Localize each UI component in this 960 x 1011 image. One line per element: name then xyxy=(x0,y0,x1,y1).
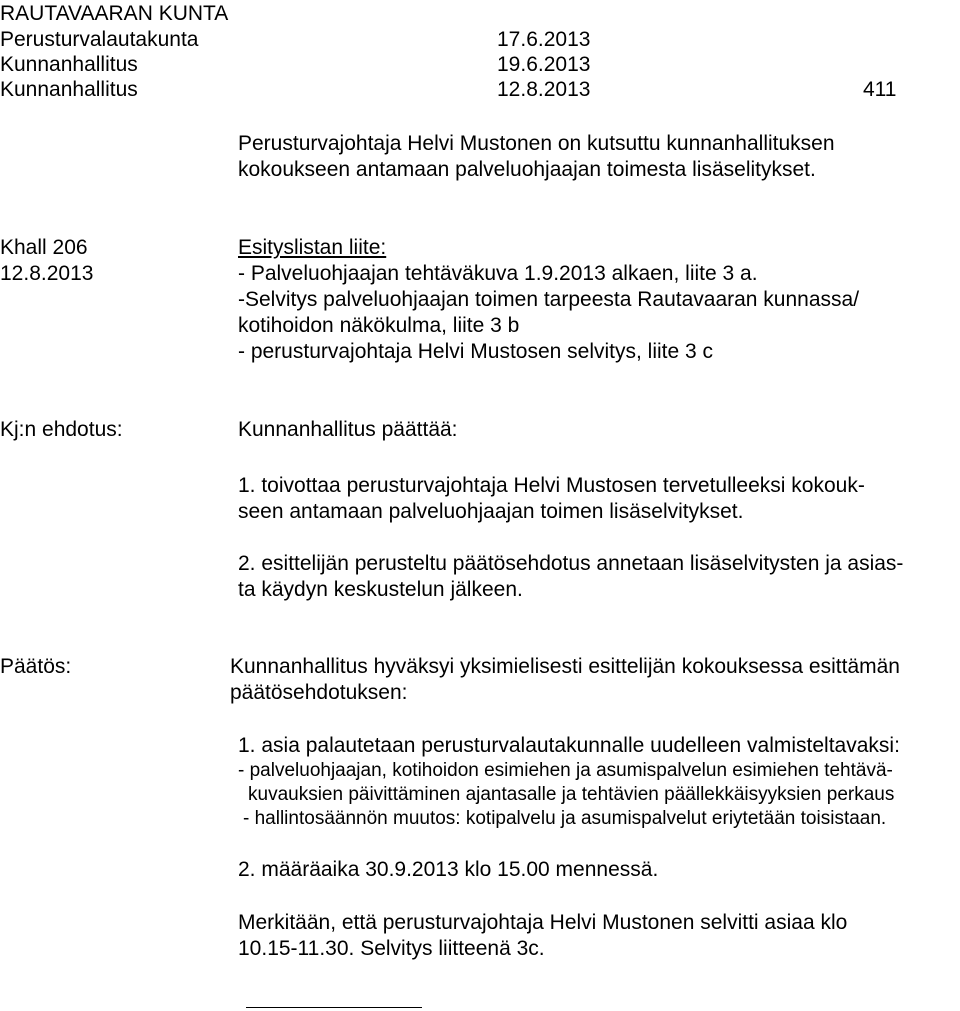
decision-lead-line-2: päätösehdotuksen: xyxy=(230,681,408,704)
decision-subitem-2: kuvauksien päivittäminen ajantasalle ja tehtävien päällekkäisyyksien perkaus xyxy=(248,784,895,805)
signature-line xyxy=(246,1007,422,1008)
meeting-date-2: 19.6.2013 xyxy=(497,53,591,76)
proposal-label: Kj:n ehdotus: xyxy=(0,418,123,441)
proposal-item-2-line-1: 2. esittelijän perusteltu päätösehdotus annetaan lisäselvitysten ja asias- xyxy=(238,552,904,575)
intro-line-2: kokoukseen antamaan palveluohjaajan toimesta lisäselitykset. xyxy=(238,158,816,181)
decision-lead-line-1: Kunnanhallitus hyväksyi yksimielisesti esittelijän kokouksessa esittämän xyxy=(230,655,900,678)
khall-label: Khall 206 xyxy=(0,236,88,259)
meeting-body-2: Kunnanhallitus xyxy=(0,53,138,76)
decision-subitem-3: - hallintosäännön muutos: kotipalvelu ja asumispalvelut eriytetään toisistaan. xyxy=(243,808,887,829)
decision-label: Päätös: xyxy=(0,655,72,678)
section-number: 411 xyxy=(863,78,897,101)
attachment-line-4: - perusturvajohtaja Helvi Mustosen selvitys, liite 3 c xyxy=(238,340,714,363)
decision-note-line-1: Merkitään, että perusturvajohtaja Helvi Mustonen selvitti asiaa klo xyxy=(238,911,848,934)
proposal-item-1-line-1: 1. toivottaa perusturvajohtaja Helvi Mustosen tervetulleeksi kokouk- xyxy=(238,474,865,497)
attachment-line-1: - Palveluohjaajan tehtäväkuva 1.9.2013 alkaen, liite 3 a. xyxy=(238,262,758,285)
attachment-line-2: -Selvitys palveluohjaajan toimen tarpeesta Rautavaaran kunnassa/ xyxy=(238,288,860,311)
attachments-heading: Esityslistan liite: xyxy=(238,236,387,259)
decision-item-2: 2. määräaika 30.9.2013 klo 15.00 mennessä. xyxy=(238,858,659,881)
meeting-body-1: Perusturvalautakunta xyxy=(0,28,199,51)
intro-line-1: Perusturvajohtaja Helvi Mustonen on kutsuttu kunnanhallituksen xyxy=(238,132,835,155)
proposal-item-2-line-2: ta käydyn keskustelun jälkeen. xyxy=(238,578,523,601)
proposal-lead: Kunnanhallitus päättää: xyxy=(238,418,458,441)
khall-date: 12.8.2013 xyxy=(0,262,94,285)
decision-note-line-2: 10.15-11.30. Selvitys liitteenä 3c. xyxy=(238,937,545,960)
meeting-date-3: 12.8.2013 xyxy=(497,78,591,101)
org-name: RAUTAVAARAN KUNTA xyxy=(0,2,229,25)
decision-item-1: 1. asia palautetaan perusturvalautakunnalle uudelleen valmisteltavaksi: xyxy=(238,734,900,757)
decision-subitem-1: - palveluohjaajan, kotihoidon esimiehen ja asumispalvelun esimiehen tehtävä- xyxy=(238,760,893,781)
proposal-item-1-line-2: seen antamaan palveluohjaajan toimen lisäselvitykset. xyxy=(238,500,744,523)
attachment-line-3: kotihoidon näkökulma, liite 3 b xyxy=(238,314,520,337)
meeting-date-1: 17.6.2013 xyxy=(497,28,591,51)
meeting-body-3: Kunnanhallitus xyxy=(0,78,138,101)
